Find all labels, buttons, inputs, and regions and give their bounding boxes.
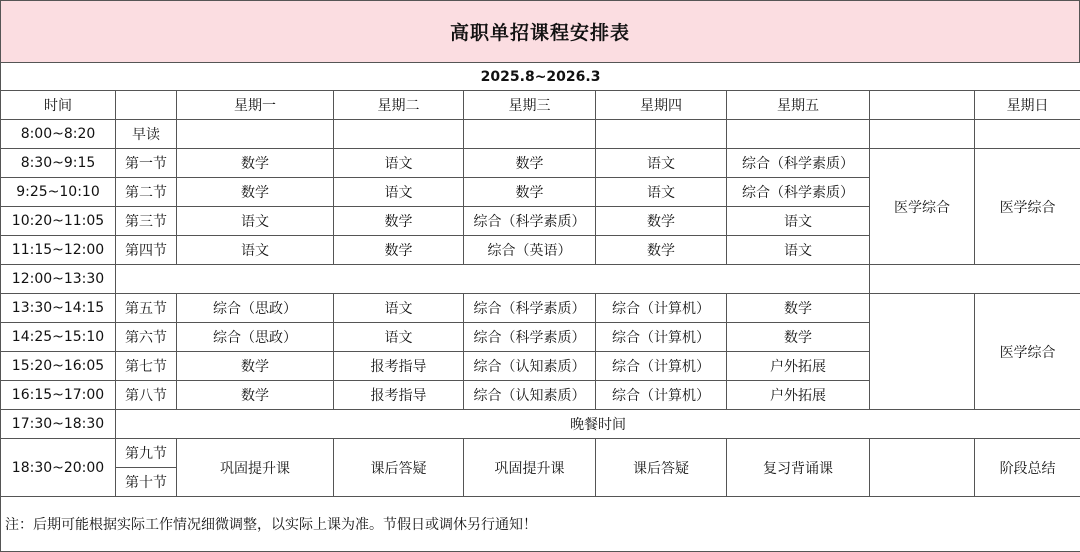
date-range: 2025.8~2026.3 (1, 63, 1080, 91)
table-row (1, 294, 1080, 323)
time-cell: 12:00~13:30 (1, 265, 116, 294)
course-cell: 综合（计算机） (596, 294, 727, 323)
course-cell: 数学 (177, 178, 334, 207)
course-cell: 数学 (596, 207, 727, 236)
course-cell: 综合（思政） (177, 294, 334, 323)
course-cell: 巩固提升课 (464, 439, 596, 497)
course-cell: 综合（科学素质） (464, 294, 596, 323)
period-cell: 第一节 (116, 149, 177, 178)
time-cell: 15:20~16:05 (1, 352, 116, 381)
course-cell: 数学 (177, 352, 334, 381)
table-row (1, 149, 1080, 178)
period-cell: 第二节 (116, 178, 177, 207)
time-cell: 9:25~10:10 (1, 178, 116, 207)
time-cell: 8:00~8:20 (1, 120, 116, 149)
course-cell: 报考指导 (334, 352, 464, 381)
header-thursday: 星期四 (596, 91, 727, 120)
sunday-afternoon-cell: 医学综合 (975, 294, 1080, 410)
table-row (1, 410, 1080, 439)
time-cell: 11:15~12:00 (1, 236, 116, 265)
table-row (1, 265, 1080, 294)
period-cell: 第八节 (116, 381, 177, 410)
course-cell: 语文 (177, 236, 334, 265)
course-cell: 数学 (727, 294, 870, 323)
table-row (1, 439, 1080, 468)
course-cell: 巩固提升课 (177, 439, 334, 497)
saturday-morning-cell: 医学综合 (870, 149, 975, 265)
course-cell: 语文 (727, 236, 870, 265)
period-cell: 第六节 (116, 323, 177, 352)
time-cell: 8:30~9:15 (1, 149, 116, 178)
course-cell: 报考指导 (334, 381, 464, 410)
course-cell: 综合（科学素质） (727, 178, 870, 207)
period-cell: 第五节 (116, 294, 177, 323)
period-cell: 第四节 (116, 236, 177, 265)
page-title: 高职单招课程安排表 (450, 18, 630, 45)
course-cell: 语文 (334, 294, 464, 323)
header-friday: 星期五 (727, 91, 870, 120)
saturday-afternoon-cell (870, 294, 975, 410)
period-cell: 早读 (116, 120, 177, 149)
course-cell: 综合（科学素质） (464, 207, 596, 236)
course-cell: 阶段总结 (975, 439, 1080, 497)
period-cell: 第七节 (116, 352, 177, 381)
header-row (1, 91, 1080, 120)
course-cell: 课后答疑 (596, 439, 727, 497)
course-cell: 数学 (334, 207, 464, 236)
course-cell: 语文 (334, 149, 464, 178)
schedule-table (0, 62, 1080, 552)
course-cell (177, 120, 334, 149)
course-cell: 户外拓展 (727, 381, 870, 410)
course-cell (464, 120, 596, 149)
course-cell: 语文 (596, 149, 727, 178)
time-cell: 13:30~14:15 (1, 294, 116, 323)
sunday-morning-cell: 医学综合 (975, 149, 1080, 265)
course-cell: 语文 (596, 178, 727, 207)
course-cell: 复习背诵课 (727, 439, 870, 497)
time-cell: 17:30~18:30 (1, 410, 116, 439)
course-cell: 课后答疑 (334, 439, 464, 497)
course-cell: 户外拓展 (727, 352, 870, 381)
weekend-lunch-cell (870, 265, 1080, 294)
period-cell: 第九节 (116, 439, 177, 468)
course-cell: 综合（思政） (177, 323, 334, 352)
course-cell: 数学 (464, 149, 596, 178)
course-cell: 语文 (727, 207, 870, 236)
course-cell (870, 120, 975, 149)
course-cell: 语文 (334, 323, 464, 352)
course-cell (596, 120, 727, 149)
course-cell: 语文 (177, 207, 334, 236)
time-cell: 16:15~17:00 (1, 381, 116, 410)
header-tuesday: 星期二 (334, 91, 464, 120)
header-wednesday: 星期三 (464, 91, 596, 120)
header-monday: 星期一 (177, 91, 334, 120)
time-cell: 10:20~11:05 (1, 207, 116, 236)
page-title-bar (0, 0, 1080, 62)
course-cell: 综合（计算机） (596, 352, 727, 381)
lunch-break-cell (116, 265, 870, 294)
course-cell: 综合（认知素质） (464, 352, 596, 381)
course-cell: 综合（英语） (464, 236, 596, 265)
period-cell: 第三节 (116, 207, 177, 236)
course-cell (870, 439, 975, 497)
course-cell: 数学 (727, 323, 870, 352)
course-cell: 数学 (596, 236, 727, 265)
course-cell: 数学 (177, 149, 334, 178)
course-cell: 数学 (464, 178, 596, 207)
dinner-break-cell: 晚餐时间 (116, 410, 1080, 439)
time-cell: 18:30~20:00 (1, 439, 116, 497)
table-row (1, 120, 1080, 149)
course-cell (334, 120, 464, 149)
course-cell: 数学 (177, 381, 334, 410)
course-cell: 综合（计算机） (596, 323, 727, 352)
course-cell: 综合（科学素质） (727, 149, 870, 178)
header-time: 时间 (1, 91, 116, 120)
footnote: 注：后期可能根据实际工作情况细微调整，以实际上课为准。节假日或调休另行通知！ (1, 497, 1080, 552)
course-cell (975, 120, 1080, 149)
course-cell (727, 120, 870, 149)
course-cell: 综合（科学素质） (464, 323, 596, 352)
time-cell: 14:25~15:10 (1, 323, 116, 352)
course-cell: 数学 (334, 236, 464, 265)
course-cell: 综合（认知素质） (464, 381, 596, 410)
course-cell: 综合（计算机） (596, 381, 727, 410)
header-period (116, 91, 177, 120)
course-cell: 语文 (334, 178, 464, 207)
header-saturday (870, 91, 975, 120)
period-cell: 第十节 (116, 468, 177, 497)
header-sunday: 星期日 (975, 91, 1080, 120)
